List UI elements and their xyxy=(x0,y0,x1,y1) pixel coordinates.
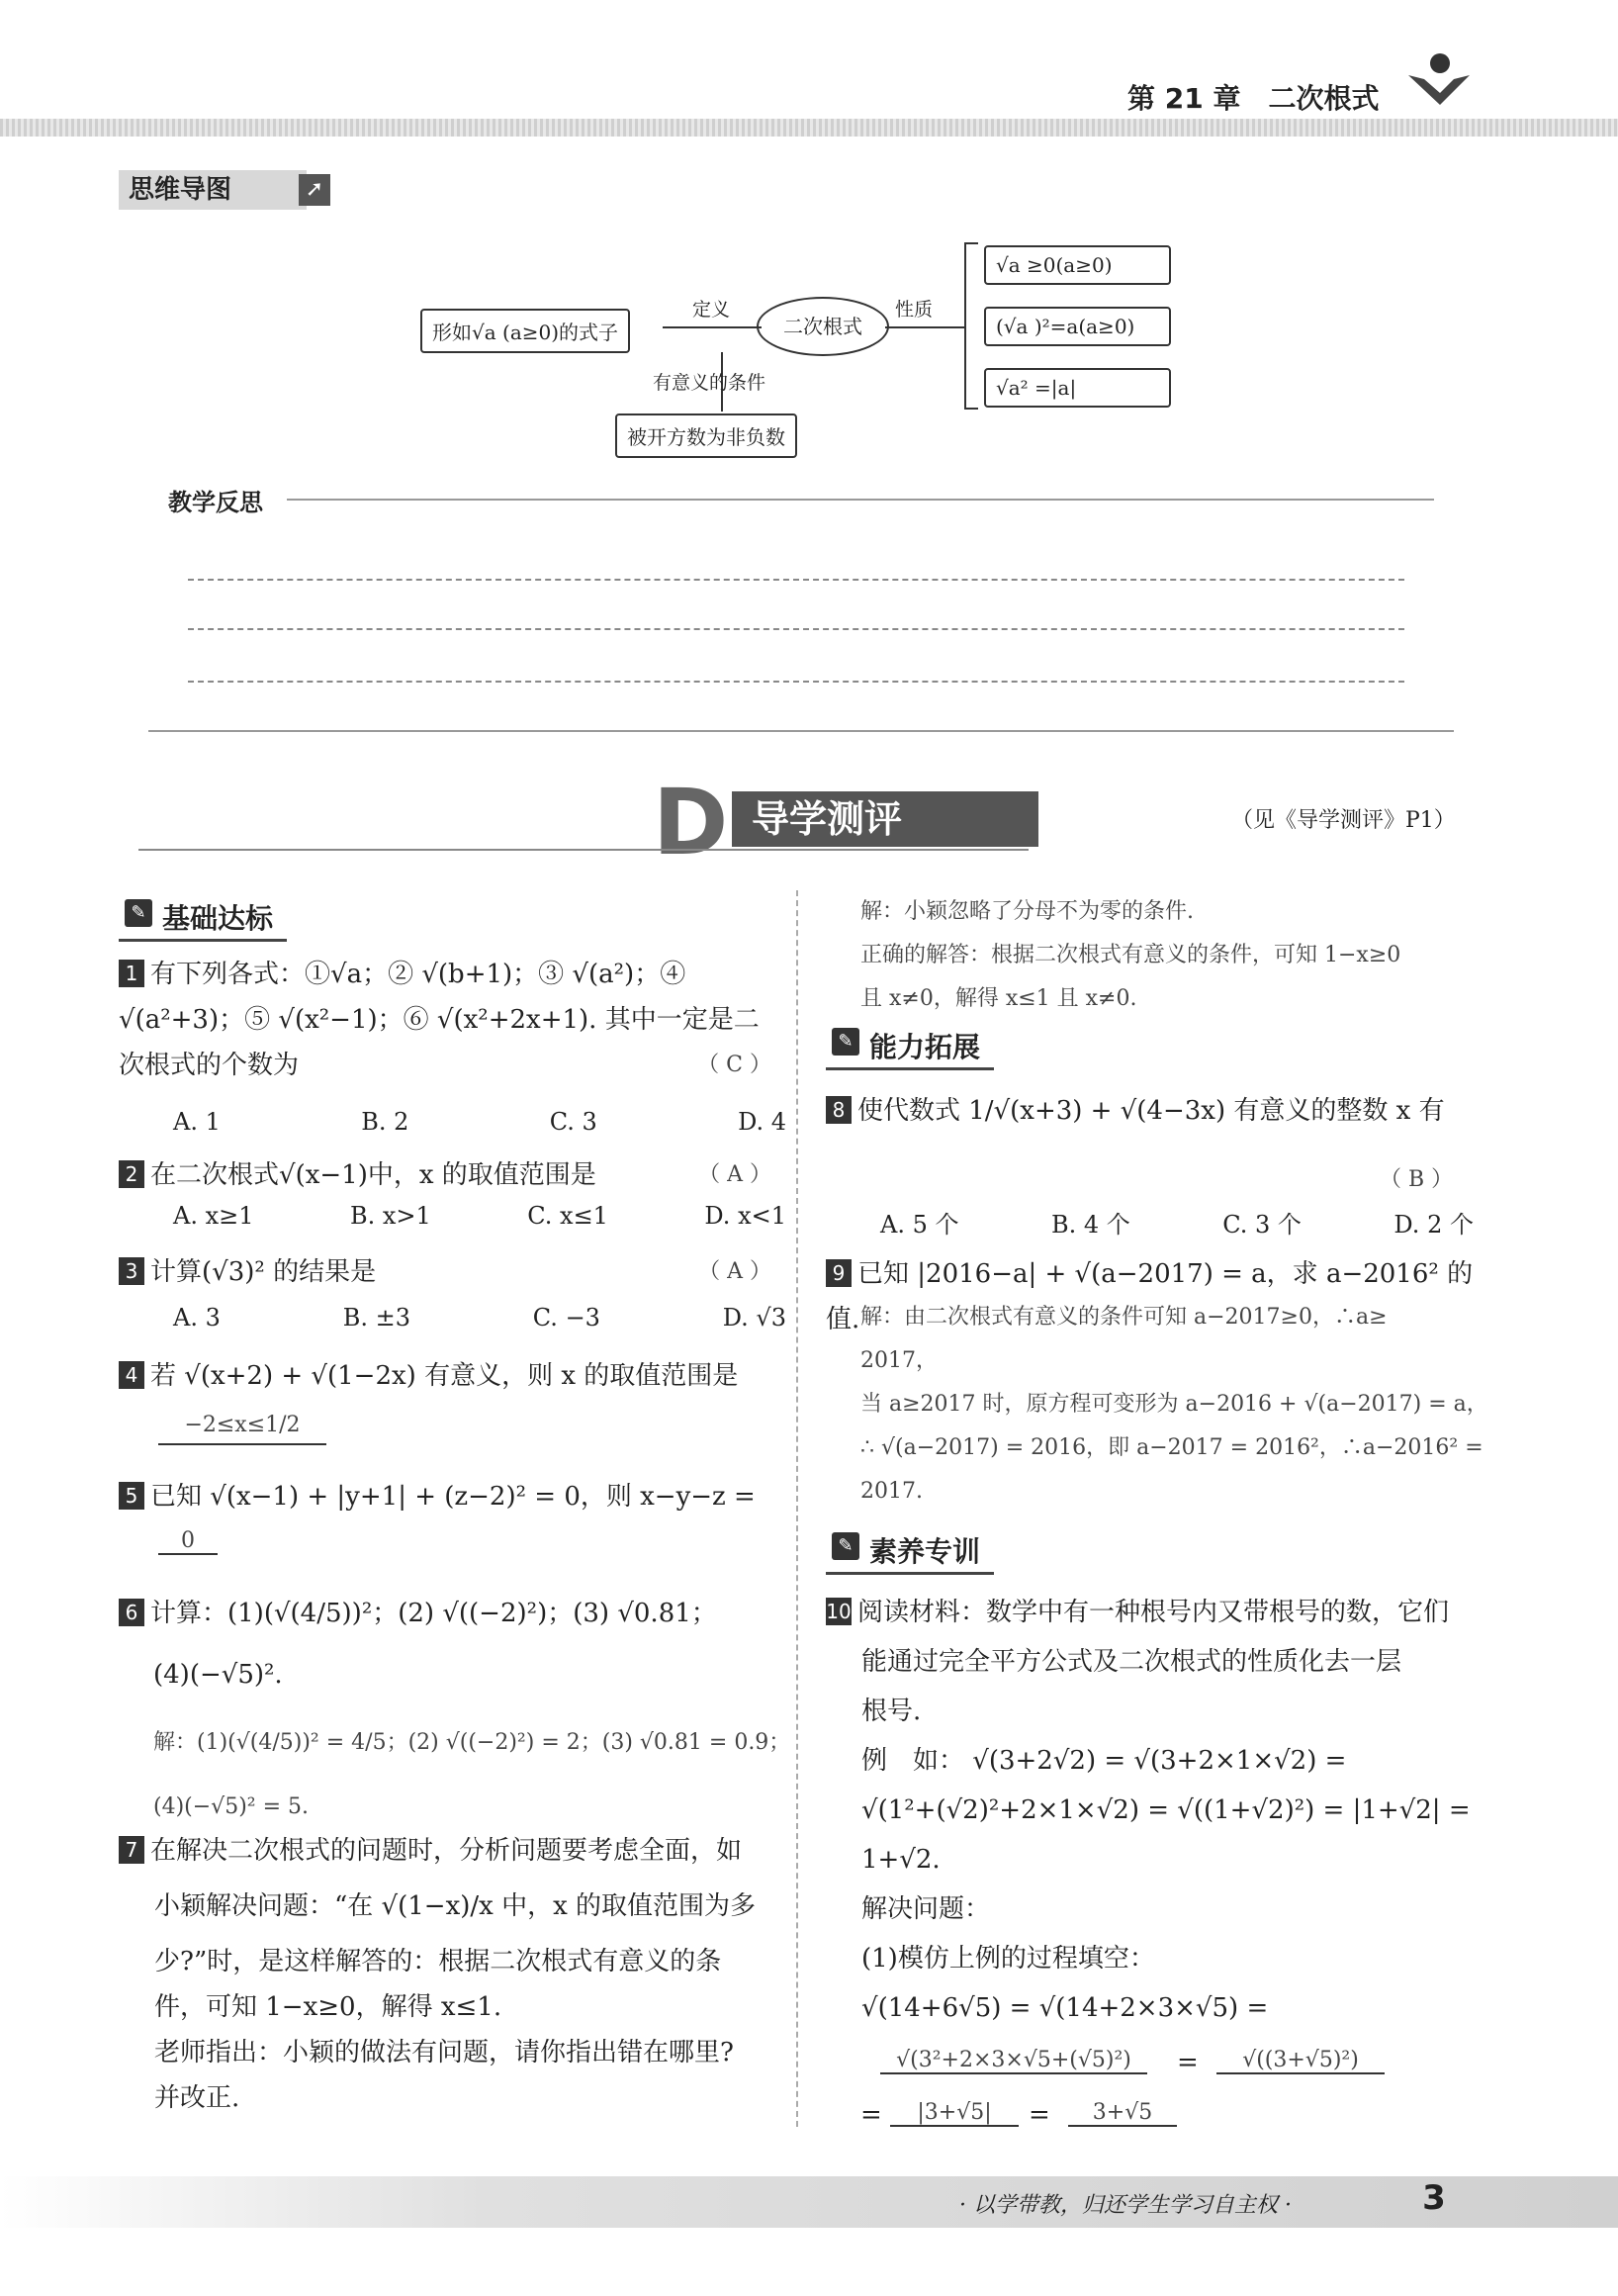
q10-fill-4: 3+√5 xyxy=(1068,2100,1177,2127)
question-4: 4 若 √(x+2) + √(1−2x) 有意义，则 x 的取值范围是 xyxy=(119,1353,771,1399)
banner-reference: （见《导学测评》P1） xyxy=(1231,808,1456,833)
q10-fill-3: |3+√5| xyxy=(890,2100,1019,2127)
chapter-title: 第 21 章 二次根式 xyxy=(1127,82,1380,115)
question-5: 5 已知 √(x−1) + |y+1| + (z−2)² = 0，则 x−y−z = xyxy=(119,1474,771,1519)
property-label: 性质 xyxy=(895,299,934,321)
q6-solution-2: (4)(−√5)² = 5. xyxy=(153,1794,310,1819)
question-7: 7 在解决二次根式的问题时，分析问题要考虑全面，如 小颖解决问题：“在 √(1−x)/x 中，x 的取值范围为多 少?”时，是这样解答的：根据二次根式有意义的条 件，可知 1−x≥0，解得 x≤1. 老师指出：小颖的做法有问题，请你指出错在哪里? 并改正. xyxy=(119,1828,781,2121)
q9-solution: 解：由二次根式有意义的条件可知 a−2017≥0，∴a≥ 2017， 当 a≥2017 时，原方程可变形为 a−2016 + √(a−2017) = a， ∴ √(a−2017) = 2016，即 a−2017 = 2016²，∴a−2016² = 2017. xyxy=(860,1305,1488,1504)
equals-2: = xyxy=(860,2100,882,2130)
header-bar xyxy=(0,119,1618,137)
property-3: √a² =|a| xyxy=(984,368,1171,408)
reflection-line-2 xyxy=(188,628,1404,630)
section-ability: ✎ 能力拓展 xyxy=(826,1024,994,1070)
page-number: 3 xyxy=(1422,2178,1446,2218)
q8-answer: （ B ） xyxy=(1380,1167,1454,1192)
definition-box: 形如√a (a≥0)的式子 xyxy=(420,309,630,353)
center-node: 二次根式 xyxy=(757,297,889,356)
equals-3: = xyxy=(1029,2100,1050,2130)
column-divider xyxy=(796,890,798,2127)
reflection-line-3 xyxy=(188,681,1404,683)
property-1: √a ≥0(a≥0) xyxy=(984,245,1171,285)
q3-options: A. 3 B. ±3 C. −3 D. √3 xyxy=(173,1304,786,1332)
footer-bar xyxy=(0,2176,1618,2228)
q5-answer: 0 xyxy=(158,1528,218,1555)
prop-connector xyxy=(885,326,964,328)
question-2: 2 在二次根式√(x−1)中，x 的取值范围是 （ A ） xyxy=(119,1152,771,1198)
banner-letter: D xyxy=(653,770,729,875)
footer-slogan: · 以学带教，归还学生学习自主权 · xyxy=(959,2193,1292,2218)
q10-fill-2: √((3+√5)²) xyxy=(1216,2048,1385,2074)
section-basic: ✎ 基础达标 xyxy=(119,895,287,942)
logo-icon xyxy=(1404,49,1474,109)
def-connector xyxy=(663,326,762,328)
q4-answer: −2≤x≤1/2 xyxy=(158,1413,326,1445)
section-literacy: ✎ 素养专训 xyxy=(826,1528,994,1575)
definition-label: 定义 xyxy=(692,299,731,321)
question-1: 1 有下列各式：①√a；② √(b+1)；③ √(a²)；④ √(a²+3)；⑤ √(x²−1)；⑥ √(x²+2x+1). 其中一定是二次根式的个数为 （ C ） xyxy=(119,960,771,1080)
q10-fill-1: √(3²+2×3×√5+(√5)²) xyxy=(880,2048,1147,2074)
property-2: (√a )²=a(a≥0) xyxy=(984,307,1171,346)
section-rule xyxy=(148,730,1454,732)
question-9: 9 已知 |2016−a| + √(a−2017) = a，求 a−2016² 的值. xyxy=(826,1259,1474,1334)
q6-solution-1: 解：(1)(√(4/5))² = 4/5；(2) √((−2)²) = 2；(3) √0.81 = 0.9； xyxy=(153,1730,791,1755)
reflection-line-1 xyxy=(188,579,1404,581)
condition-label: 有意义的条件 xyxy=(653,372,766,394)
arrow-icon: ➚ xyxy=(299,174,330,206)
mindmap-title: 思维导图 xyxy=(119,170,307,210)
question-3: 3 计算(√3)² 的结果是 （ A ） xyxy=(119,1249,771,1295)
question-10: 10 阅读材料：数学中有一种根号内又带根号的数，它们 能通过完全平方公式及二次根式的性质化去一层 根号. 例 如： √(3+2√2) = √(3+2×1×√2) = √(1²+(√2)²+2×1×√2) = √((1+√2)²) = |1+√2| = 1+√2. 解决问题： (1)模仿上例的过程填空： √(14+6√5) = √(14+2×3×√5) = xyxy=(826,1598,1471,2023)
q6-part4: (4)(−√5)². xyxy=(153,1660,283,1690)
reflection-rule xyxy=(287,499,1434,501)
reflection-title: 教学反思 xyxy=(168,489,263,516)
q1-options: A. 1 B. 2 C. 3 D. 4 xyxy=(173,1108,786,1136)
banner-rule xyxy=(138,849,1029,851)
condition-box: 被开方数为非负数 xyxy=(615,413,797,458)
banner-title: 导学测评 xyxy=(732,791,1038,847)
q7-solution: 解：小颖忽略了分母不为零的条件. 正确的解答：根据二次根式有意义的条件，可知 1−x≥0 且 x≠0，解得 x≤1 且 x≠0. xyxy=(860,899,1401,1011)
q2-options: A. x≥1 B. x>1 C. x≤1 D. x<1 xyxy=(173,1202,786,1230)
prop-bracket xyxy=(964,242,978,410)
equals-1: = xyxy=(1177,2048,1199,2077)
question-6: 6 计算：(1)(√(4/5))²；(2) √((−2)²)；(3) √0.81； xyxy=(119,1591,771,1636)
q8-options: A. 5 个 B. 4 个 C. 3 个 D. 2 个 xyxy=(880,1211,1474,1239)
question-8: 8 使代数式 1/√(x+3) + √(4−3x) 有意义的整数 x 有 xyxy=(826,1088,1479,1134)
